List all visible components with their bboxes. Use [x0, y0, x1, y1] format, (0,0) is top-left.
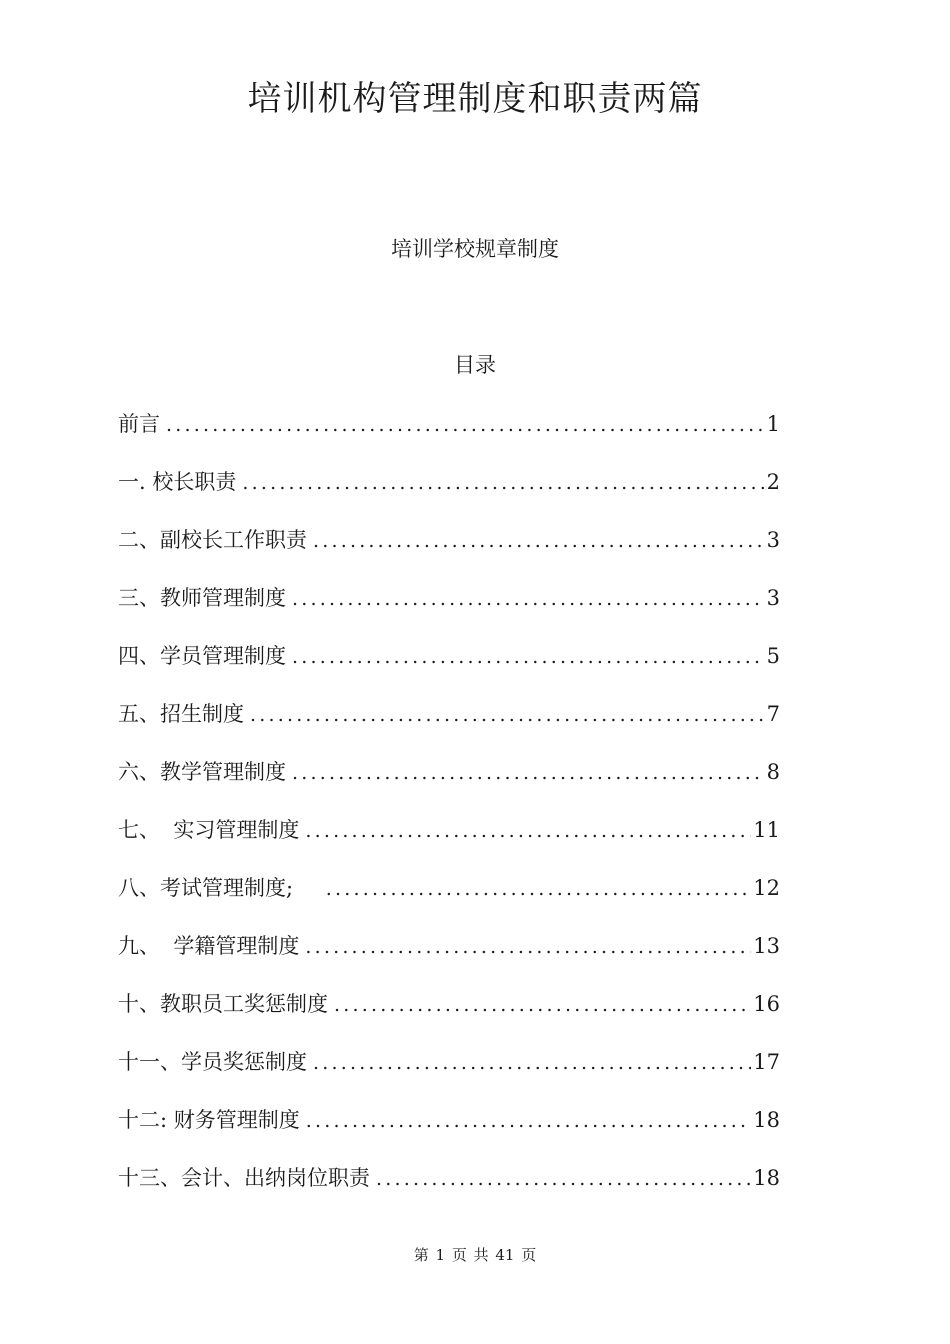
toc-entry[interactable] [118, 1045, 780, 1103]
toc-entry-title: 三、教师管理制度 [118, 586, 286, 610]
toc-dot-leader [306, 1104, 752, 1138]
toc-entry[interactable] [118, 697, 780, 755]
toc-entry-title: 十三、会计、出纳岗位职责 [118, 1166, 370, 1190]
toc-entry-page: 13 [753, 934, 780, 958]
toc-entry-title: 五、招生制度 [118, 702, 244, 726]
toc-entry-title: 十、教职员工奖惩制度 [118, 992, 328, 1016]
toc-entry-title: 九、 学籍管理制度 [118, 934, 300, 958]
document-title: 培训机构管理制度和职责两篇 [247, 79, 703, 119]
toc-entry-title: 六、教学管理制度 [118, 760, 286, 784]
toc-entry-title: 七、 实习管理制度 [118, 818, 300, 842]
toc-heading: 目录 [454, 353, 496, 377]
toc-dot-leader [166, 408, 765, 442]
toc-dot-leader [326, 872, 751, 906]
toc-entry-title: 四、学员管理制度 [118, 644, 286, 668]
toc-entry[interactable] [118, 523, 780, 581]
toc-entry[interactable] [118, 581, 780, 639]
toc-dot-leader [292, 582, 765, 616]
toc-entry-page: 16 [753, 992, 780, 1016]
toc-entry-page: 3 [766, 586, 780, 610]
toc-dot-leader [305, 814, 751, 848]
toc-entry[interactable] [118, 755, 780, 813]
toc-dot-leader [292, 640, 765, 674]
toc-dot-leader [250, 698, 765, 732]
toc-dot-leader [305, 930, 751, 964]
toc-entry-title: 二、副校长工作职责 [118, 528, 307, 552]
toc-entry-page: 5 [766, 644, 780, 668]
toc-dot-leader [313, 1046, 751, 1080]
toc-entry[interactable] [118, 1161, 780, 1219]
toc-dot-leader [376, 1162, 751, 1196]
toc-entry[interactable] [118, 871, 780, 929]
toc-entry[interactable] [118, 639, 780, 697]
toc-dot-leader [334, 988, 751, 1022]
document-subtitle: 培训学校规章制度 [391, 237, 559, 261]
toc-entry-title: 前言 [118, 412, 160, 436]
toc-entry-page: 7 [766, 702, 780, 726]
toc-entry-page: 3 [766, 528, 780, 552]
toc-entry[interactable] [118, 813, 780, 871]
toc-entry[interactable] [118, 1103, 780, 1161]
toc-entry-page: 11 [753, 818, 780, 842]
page-footer: 第 1 页 共 41 页 [413, 1246, 537, 1264]
toc-entry[interactable] [118, 987, 780, 1045]
toc-entry-page: 18 [753, 1108, 780, 1132]
toc-dot-leader [292, 756, 765, 790]
toc-dot-leader [242, 466, 764, 500]
toc-entry-title: 十一、学员奖惩制度 [118, 1050, 307, 1074]
toc-entry[interactable] [118, 465, 780, 523]
toc-dot-leader [313, 524, 765, 558]
toc-entry-page: 18 [753, 1166, 780, 1190]
toc-entry-title: 一. 校长职责 [118, 470, 237, 494]
toc-entry-page: 17 [753, 1050, 780, 1074]
table-of-contents [118, 407, 780, 1219]
toc-entry[interactable] [118, 929, 780, 987]
toc-entry-page: 1 [766, 412, 780, 436]
toc-entry-page: 8 [766, 760, 780, 784]
toc-entry-title: 八、考试管理制度; [118, 876, 320, 900]
toc-entry-title: 十二: 财务管理制度 [118, 1108, 300, 1132]
toc-entry-page: 2 [766, 470, 780, 494]
toc-entry-page: 12 [753, 876, 780, 900]
toc-entry[interactable] [118, 407, 780, 465]
